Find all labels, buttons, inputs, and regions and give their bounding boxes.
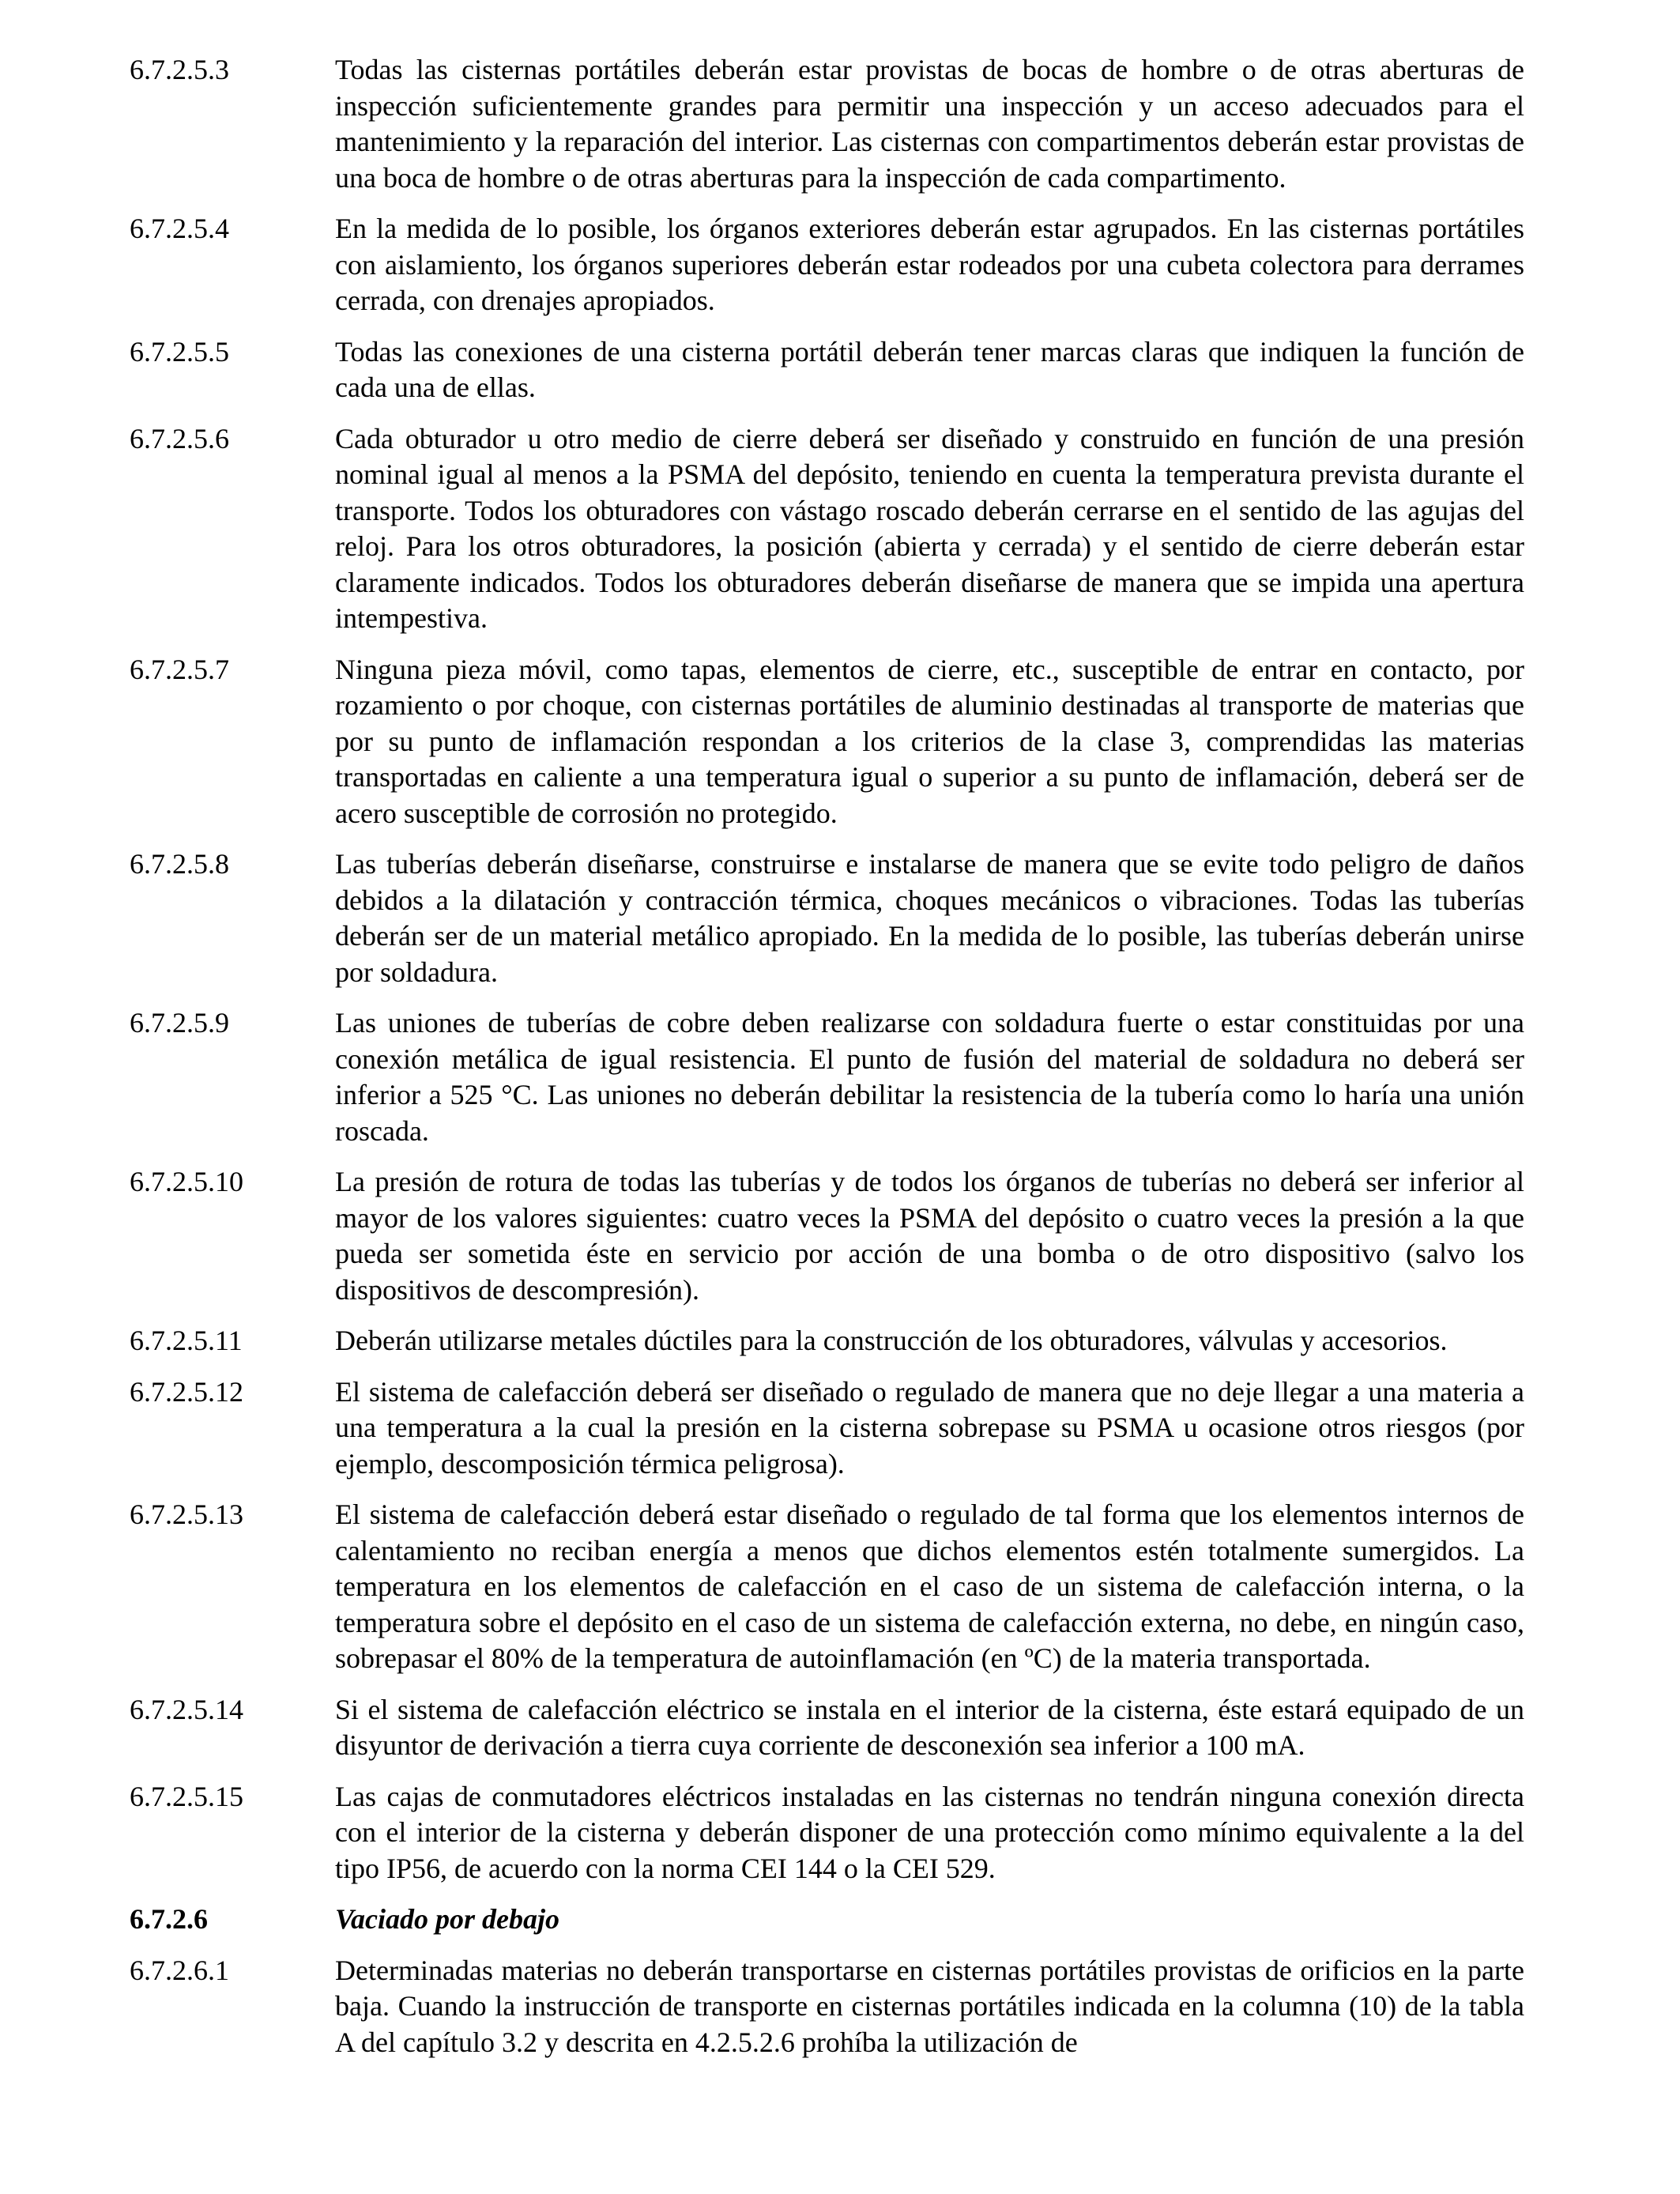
paragraph-text: En la medida de lo posible, los órganos exteriores deberán estar agrupados. En las cisternas portátiles con aislamiento, los órganos superiores deberán estar rodeados por una cubeta colectora para derrames cerrada, con drenajes apropiados. — [335, 213, 1524, 316]
paragraph-text: El sistema de calefacción deberá estar diseñado o regulado de tal forma que los elementos internos de calentamiento no reciban energía a menos que dichos elementos estén totalmente sumergidos. La temperatura en los elementos de calefacción en el caso de un sistema de calefacción interna, o la temperatura sobre el depósito en el caso de un sistema de calefacción externa, no debe, en ningún caso, sobrepasar el 80% de la temperatura de autoinflamación (en ºC) de la materia transportada. — [335, 1498, 1524, 1674]
section-number: 6.7.2.6 — [130, 1903, 208, 1935]
paragraph-number: 6.7.2.5.6 — [130, 422, 229, 454]
paragraph-6-7-2-6-1 — [0, 1953, 1680, 2061]
paragraph-6-7-2-5-9 — [0, 1005, 1680, 1149]
paragraph-number: 6.7.2.5.7 — [130, 653, 229, 685]
paragraph-number: 6.7.2.5.12 — [130, 1375, 243, 1408]
section-heading — [0, 1902, 1680, 1938]
paragraph-6-7-2-5-5 — [0, 334, 1680, 406]
paragraph-number: 6.7.2.6.1 — [130, 1954, 229, 1986]
paragraph-number: 6.7.2.5.13 — [130, 1498, 243, 1530]
paragraph-6-7-2-5-4 — [0, 211, 1680, 319]
paragraph-text: Todas las conexiones de una cisterna portátil deberán tener marcas claras que indiquen la función de cada una de ellas. — [335, 335, 1524, 403]
paragraph-text: El sistema de calefacción deberá ser diseñado o regulado de manera que no deje llegar a una materia a una temperatura a la cual la presión en la cisterna sobrepase su PSMA u ocasione otros riesgos (por ejemplo, descomposición térmica peligrosa). — [335, 1375, 1524, 1480]
paragraph-6-7-2-5-6 — [0, 421, 1680, 637]
paragraph-number: 6.7.2.5.3 — [130, 54, 229, 85]
paragraph-text: Ninguna pieza móvil, como tapas, elementos de cierre, etc., susceptible de entrar en contacto, por rozamiento o por choque, con cisternas portátiles de aluminio destinadas al transporte de materias que por su punto de inflamación respondan a los criterios de la clase 3, comprendidas las materias transportadas en caliente a una temperatura igual o superior a su punto de inflamación, deberá ser de acero susceptible de corrosión no protegido. — [335, 653, 1524, 829]
paragraph-6-7-2-5-11 — [0, 1323, 1680, 1359]
paragraph-6-7-2-5-10 — [0, 1164, 1680, 1308]
paragraph-number: 6.7.2.5.4 — [130, 213, 229, 244]
paragraph-text: Cada obturador u otro medio de cierre deberá ser diseñado y construido en función de una presión nominal igual al menos a la PSMA del depósito, teniendo en cuenta la temperatura prevista durante el transporte. Todos los obturadores con vástago roscado deberán cerrarse en el sentido de las agujas del reloj. Para los otros obturadores, la posición (abierta y cerrada) y el sentido de cierre deberán estar claramente indicados. Todos los obturadores deberán diseñarse de manera que se impida una apertura intempestiva. — [335, 422, 1524, 634]
paragraph-6-7-2-5-13 — [0, 1497, 1680, 1677]
paragraph-number: 6.7.2.5.10 — [130, 1166, 243, 1197]
paragraph-text: Todas las cisternas portátiles deberán estar provistas de bocas de hombre o de otras aberturas de inspección suficientemente grandes para permitir una inspección y un acceso adecuados para el mantenimiento y la reparación del interior. Las cisternas con compartimentos deberán estar provistas de una boca de hombre o de otras aberturas para la inspección de cada compartimento. — [335, 54, 1524, 194]
paragraph-6-7-2-5-14 — [0, 1692, 1680, 1764]
paragraph-number: 6.7.2.5.5 — [130, 335, 229, 368]
paragraph-number: 6.7.2.5.8 — [130, 848, 229, 880]
section-title: Vaciado por debajo — [335, 1903, 559, 1935]
paragraph-text: Deberán utilizarse metales dúctiles para la construcción de los obturadores, válvulas y accesorios. — [335, 1325, 1448, 1356]
paragraph-text: Las tuberías deberán diseñarse, construirse e instalarse de manera que se evite todo peligro de daños debidos a la dilatación y contracción térmica, choques mecánicos o vibraciones. Todas las tuberías deberán ser de un material metálico apropiado. En la medida de lo posible, las tuberías deberán unirse por soldadura. — [335, 848, 1524, 988]
paragraph-text: Las uniones de tuberías de cobre deben realizarse con soldadura fuerte o estar constituidas por una conexión metálica de igual resistencia. El punto de fusión del material de soldadura no deberá ser inferior a 525 °C. Las uniones no deberán debilitar la resistencia de la tubería como lo haría una unión roscada. — [335, 1007, 1524, 1147]
paragraph-number: 6.7.2.5.11 — [130, 1325, 243, 1356]
paragraph-text: Si el sistema de calefacción eléctrico se instala en el interior de la cisterna, éste estará equipado de un disyuntor de derivación a tierra cuya corriente de desconexión sea inferior a 100 mA. — [335, 1693, 1524, 1761]
paragraph-number: 6.7.2.5.9 — [130, 1007, 229, 1039]
paragraph-number: 6.7.2.5.14 — [130, 1693, 243, 1725]
paragraph-6-7-2-5-15 — [0, 1779, 1680, 1887]
paragraph-number: 6.7.2.5.15 — [130, 1780, 243, 1812]
paragraph-6-7-2-5-7 — [0, 652, 1680, 832]
paragraph-text: Las cajas de conmutadores eléctricos instaladas en las cisternas no tendrán ninguna conexión directa con el interior de la cisterna y deberán disponer de una protección como mínimo equivalente a la del tipo IP56, de acuerdo con la norma CEI 144 o la CEI 529. — [335, 1780, 1524, 1884]
paragraph-6-7-2-5-8 — [0, 846, 1680, 990]
paragraph-6-7-2-5-3 — [0, 52, 1680, 196]
paragraph-6-7-2-5-12 — [0, 1374, 1680, 1483]
paragraph-text: Determinadas materias no deberán transportarse en cisternas portátiles provistas de orificios en la parte baja. Cuando la instrucción de transporte en cisternas portátiles indicada en la columna (10) de la tabla A del capítulo 3.2 y descrita en 4.2.5.2.6 prohíba la utilización de — [335, 1954, 1524, 2058]
paragraph-text: La presión de rotura de todas las tuberías y de todos los órganos de tuberías no deberá ser inferior al mayor de los valores siguientes: cuatro veces la PSMA del depósito o cuatro veces la presión a la que pueda ser sometida éste en servicio por acción de una bomba o de otro dispositivo (salvo los dispositivos de descompresión). — [335, 1166, 1524, 1306]
